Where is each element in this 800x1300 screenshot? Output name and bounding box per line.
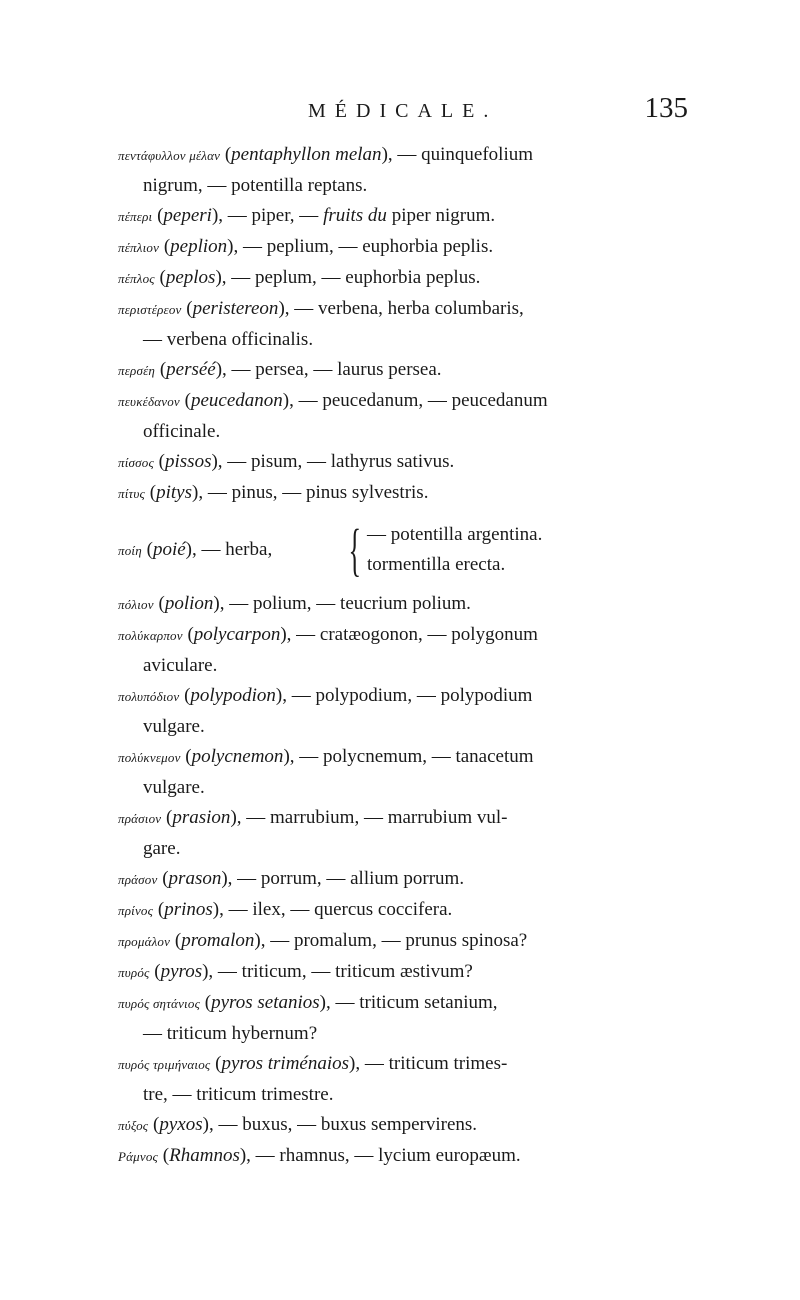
greek-term: πυρός σητάνιος bbox=[118, 996, 201, 1011]
transliteration: pyros setanios bbox=[211, 992, 320, 1013]
entry-continuation: nigrum, — potentilla reptans. bbox=[143, 175, 368, 196]
entry-definition: ), — peplium, — euphorbia peplis. bbox=[227, 236, 494, 257]
greek-term: πολυπόδιον bbox=[118, 689, 180, 704]
glossary-entry: περιστέρεον (peristereon), — verbena, herba columbaris, — verbena officinalis. bbox=[118, 294, 693, 355]
glossary-entry-braced: ποίη (poié), — herba, { — potentilla argentina. tormentilla erecta. bbox=[118, 517, 543, 582]
greek-term: πράσον bbox=[118, 872, 158, 887]
entry-continuation: tre, — triticum trimestre. bbox=[143, 1084, 334, 1105]
transliteration: peplos bbox=[165, 267, 216, 288]
entry-definition: ), — herba, bbox=[185, 538, 273, 560]
glossary-entry: πολύκαρπον (polycarpon), — cratæogonon, — polygonum aviculare. bbox=[118, 620, 693, 681]
transliteration: poié bbox=[152, 538, 186, 560]
transliteration: prason bbox=[168, 868, 222, 889]
glossary-entry: πευκέδανον (peucedanon), — peucedanum, — peucedanum officinale. bbox=[118, 386, 693, 447]
glossary-entry: πυρός σητάνιος (pyros setanios), — triticum setanium, — triticum hybernum? bbox=[118, 988, 693, 1049]
greek-term: πυρός bbox=[118, 965, 150, 980]
entry-continuation: — verbena officinalis. bbox=[143, 329, 314, 350]
entry-definition-tail: piper nigrum. bbox=[386, 205, 496, 226]
entry-definition: ), — polycnemum, — tanacetum bbox=[283, 746, 534, 767]
greek-term: πίσσος bbox=[118, 455, 154, 470]
entry-definition: ), — polium, — teucrium polium. bbox=[213, 593, 471, 614]
greek-term: περιστέρεον bbox=[118, 302, 182, 317]
entry-continuation: aviculare. bbox=[143, 655, 218, 676]
entry-definition: ), — marrubium, — marrubium vul- bbox=[230, 807, 508, 828]
greek-term: πίτυς bbox=[118, 486, 146, 501]
greek-term: πέπερι bbox=[118, 209, 153, 224]
glossary-entry: πεντάφυλλον μέλαν (pentaphyllon melan), — quinquefolium nigrum, — potentilla reptans. bbox=[118, 140, 693, 201]
greek-term: πεντάφυλλον μέλαν bbox=[118, 148, 221, 163]
transliteration: peperi bbox=[163, 205, 212, 226]
entry-definition: ), — cratæogonon, — polygonum bbox=[280, 624, 538, 645]
entry-continuation: officinale. bbox=[143, 421, 221, 442]
brace-line: tormentilla erecta. bbox=[367, 554, 506, 575]
glossary-entry: πίτυς (pitys), — pinus, — pinus sylvestris. bbox=[118, 482, 429, 503]
transliteration: perséé bbox=[166, 359, 216, 380]
transliteration: pyxos bbox=[159, 1114, 203, 1135]
glossary-entry: πίσσος (pissos), — pisum, — lathyrus sativus. bbox=[118, 451, 455, 472]
transliteration: polion bbox=[164, 593, 214, 614]
glossary-entry: πύξος (pyxos), — buxus, — buxus sempervirens. bbox=[118, 1114, 478, 1135]
greek-term: προμάλον bbox=[118, 934, 171, 949]
greek-term: πολύκαρπον bbox=[118, 628, 183, 643]
entry-definition: ), — ilex, — quercus coccifera. bbox=[212, 899, 453, 920]
glossary-entry: πρίνος (prinos), — ilex, — quercus coccifera. bbox=[118, 899, 453, 920]
glossary-entry: πέπερι (peperi), — piper, — fruits du piper nigrum. bbox=[118, 205, 496, 226]
glossary-entry: πολυπόδιον (polypodion), — polypodium, — polypodium vulgare. bbox=[118, 681, 693, 742]
brace-options bbox=[367, 520, 542, 580]
entry-definition: ), — triticum, — triticum æstivum? bbox=[202, 961, 473, 982]
curly-brace: { bbox=[348, 517, 362, 582]
transliteration: polycarpon bbox=[193, 624, 281, 645]
transliteration: pitys bbox=[156, 482, 192, 503]
transliteration: prasion bbox=[172, 807, 231, 828]
entry-continuation: vulgare. bbox=[143, 777, 205, 798]
greek-term: ποίη bbox=[118, 542, 142, 558]
entry-definition: ), — pisum, — lathyrus sativus. bbox=[211, 451, 455, 472]
transliteration: polypodion bbox=[190, 685, 276, 706]
entry-definition: ), — triticum setanium, bbox=[319, 992, 498, 1013]
glossary-entry: πέπλιον (peplion), — peplium, — euphorbia peplis. bbox=[118, 236, 494, 257]
glossary-entry: προμάλον (promalon), — promalum, — prunus spinosa? bbox=[118, 930, 528, 951]
french-gloss: fruits du bbox=[323, 205, 387, 226]
greek-term: πολύκνεμον bbox=[118, 750, 181, 765]
page-header bbox=[118, 92, 688, 132]
glossary-entry: περσέη (perséé), — persea, — laurus persea. bbox=[118, 359, 442, 380]
transliteration: peplion bbox=[170, 236, 228, 257]
transliteration: pissos bbox=[165, 451, 212, 472]
entry-definition: ), — rhamnus, — lycium europæum. bbox=[239, 1145, 521, 1166]
entry-definition: ), — pinus, — pinus sylvestris. bbox=[192, 482, 429, 503]
entry-continuation: vulgare. bbox=[143, 716, 205, 737]
glossary-entry: πράσιον (prasion), — marrubium, — marrubium vul- gare. bbox=[118, 803, 693, 864]
greek-term: πόλιον bbox=[118, 597, 154, 612]
entry-continuation: gare. bbox=[143, 838, 181, 859]
greek-term: πράσιον bbox=[118, 811, 162, 826]
transliteration: promalon bbox=[181, 930, 255, 951]
entry-definition: , — quinquefolium bbox=[387, 144, 534, 165]
entry-definition: ), — persea, — laurus persea. bbox=[215, 359, 442, 380]
transliteration: pyros triménaios bbox=[221, 1053, 350, 1074]
transliteration: Rhamnos bbox=[169, 1145, 240, 1166]
entry-definition: ), — buxus, — buxus sempervirens. bbox=[202, 1114, 478, 1135]
transliteration: polycnemon bbox=[191, 746, 284, 767]
glossary-entry: πυρός (pyros), — triticum, — triticum æstivum? bbox=[118, 961, 473, 982]
entry-definition: ), — peucedanum, — peucedanum bbox=[282, 390, 548, 411]
greek-term: πευκέδανον bbox=[118, 394, 180, 409]
greek-term: πρίνος bbox=[118, 903, 154, 918]
entry-definition: ), — triticum trimes- bbox=[349, 1053, 508, 1074]
entry-continuation: — triticum hybernum? bbox=[143, 1023, 318, 1044]
glossary-entries bbox=[118, 140, 693, 1172]
transliteration: pentaphyllon melan bbox=[231, 144, 382, 165]
glossary-entry: πολύκνεμον (polycnemon), — polycnemum, — tanacetum vulgare. bbox=[118, 742, 693, 803]
entry-definition: ), — verbena, herba columbaris, bbox=[278, 298, 524, 319]
entry-definition: ), — peplum, — euphorbia peplus. bbox=[215, 267, 481, 288]
glossary-entry: πόλιον (polion), — polium, — teucrium polium. bbox=[118, 593, 471, 614]
entry-definition: ), — promalum, — prunus spinosa? bbox=[254, 930, 528, 951]
transliteration: peucedanon bbox=[190, 390, 283, 411]
glossary-entry: πέπλος (peplos), — peplum, — euphorbia peplus. bbox=[118, 267, 481, 288]
brace-line: — potentilla argentina. bbox=[367, 524, 543, 545]
glossary-entry: πυρός τριμήναιος (pyros triménaios), — triticum trimes- tre, — triticum trimestre. bbox=[118, 1049, 693, 1110]
transliteration: peristereon bbox=[192, 298, 279, 319]
glossary-entry: πράσον (prason), — porrum, — allium porrum. bbox=[118, 868, 465, 889]
greek-term: πύξος bbox=[118, 1118, 149, 1133]
greek-term: Ράμνος bbox=[118, 1149, 159, 1164]
greek-term: πέπλιον bbox=[118, 240, 160, 255]
transliteration: pyros bbox=[160, 961, 203, 982]
greek-term: πυρός τριμήναιος bbox=[118, 1057, 211, 1072]
transliteration: prinos bbox=[164, 899, 213, 920]
running-title: MÉDICALE. bbox=[308, 100, 498, 122]
greek-term: περσέη bbox=[118, 363, 156, 378]
entry-definition: ), — piper, — bbox=[211, 205, 324, 226]
page-number: 135 bbox=[644, 92, 688, 124]
entry-definition: ), — polypodium, — polypodium bbox=[275, 685, 533, 706]
glossary-entry: Ράμνος (Rhamnos), — rhamnus, — lycium europæum. bbox=[118, 1145, 521, 1166]
entry-definition: ), — porrum, — allium porrum. bbox=[221, 868, 465, 889]
greek-term: πέπλος bbox=[118, 271, 155, 286]
